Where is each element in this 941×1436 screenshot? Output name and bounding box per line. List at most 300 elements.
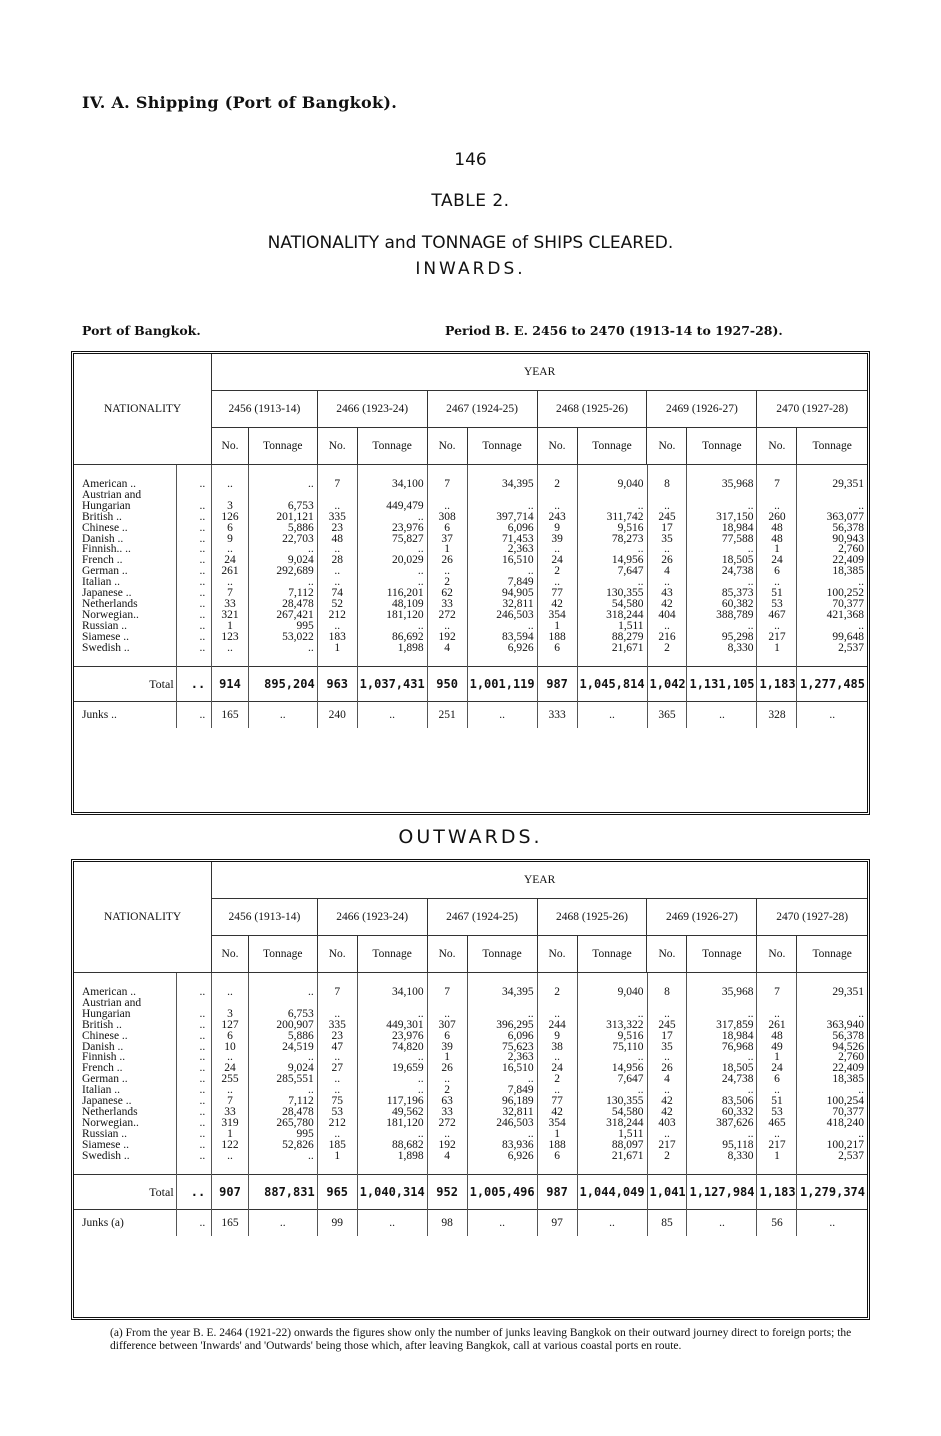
nationality-cell: Austrian and [74, 998, 176, 1009]
period-header: 2468 (1925-26) [537, 899, 647, 936]
tonnage-cell: 95,298 [687, 632, 757, 643]
leader-dots: .. [176, 1174, 212, 1209]
tonnage-cell: .. [577, 501, 647, 512]
tonnage-cell: 363,077 [826, 510, 864, 523]
junks-label: Junks .. [74, 701, 176, 728]
tonnage-cell: 70,377 [832, 597, 864, 610]
no-header: No. [317, 428, 357, 465]
ship-count-cell: 49 [757, 1042, 797, 1053]
tonnage-cell: .. [858, 1084, 864, 1097]
total-tonnage-cell: 1,279,374 [797, 1174, 867, 1209]
ship-count-cell: 183 [317, 632, 357, 643]
section-heading: IV. A. Shipping (Port of Bangkok). [82, 93, 398, 112]
ship-count-cell: 48 [757, 523, 797, 534]
ship-count-cell: 245 [647, 512, 687, 523]
tonnage-cell: 318,244 [577, 610, 647, 621]
ship-count-cell: 212 [317, 610, 357, 621]
tonnage-cell: .. [858, 499, 864, 512]
nationality-cell: Hungarian [74, 1009, 176, 1020]
tonnage-cell: 56,378 [832, 1029, 864, 1042]
ship-count-cell: .. [212, 465, 249, 490]
ship-count-cell: 24 [537, 555, 577, 566]
leader-dots: .. [176, 534, 212, 545]
leader-dots: .. [176, 1209, 212, 1236]
period-header: 2469 (1926-27) [647, 391, 757, 428]
ship-count-cell: .. [757, 501, 797, 512]
tonnage-cell: .. [357, 621, 427, 632]
junks-count-cell: 97 [537, 1209, 577, 1236]
leader-dots: .. [176, 1107, 212, 1118]
junks-count-cell: 251 [427, 701, 467, 728]
tonnage-cell: .. [357, 1085, 427, 1096]
tonnage-cell: 54,580 [577, 1107, 647, 1118]
nationality-cell: Norwegian.. [74, 610, 176, 621]
table-row [74, 643, 867, 666]
total-tonnage-cell: 887,831 [248, 1174, 317, 1209]
tonnage-cell: 88,279 [577, 632, 647, 643]
tonnage-cell: .. [357, 577, 427, 588]
tonnage-cell: .. [577, 1085, 647, 1096]
tonnage-cell: .. [357, 1009, 427, 1020]
ship-count-cell: 2 [647, 1151, 687, 1174]
tonnage-cell: 8,330 [687, 643, 757, 666]
ship-count-cell: 1 [757, 1052, 797, 1063]
ship-count-cell: 244 [537, 1020, 577, 1031]
tonnage-cell: 8,330 [687, 1151, 757, 1174]
tonnage-cell: 388,789 [687, 610, 757, 621]
nationality-cell: Danish .. [74, 534, 176, 545]
tonnage-cell: .. [858, 576, 864, 589]
period-header: 2468 (1925-26) [537, 391, 647, 428]
tonnage-cell: 75,827 [357, 534, 427, 545]
junks-label: Junks (a) [74, 1209, 176, 1236]
junks-tonnage-cell: .. [357, 701, 427, 728]
ship-count-cell: 33 [212, 599, 249, 610]
tonnage-cell: 35,968 [687, 973, 757, 998]
tonnage-cell: 292,689 [248, 566, 317, 577]
tonnage-cell: 53,022 [248, 632, 317, 643]
no-header: No. [647, 428, 687, 465]
tonnage-cell: 24,519 [248, 1042, 317, 1053]
ship-count-cell: 243 [537, 512, 577, 523]
ship-count-cell: 4 [427, 1151, 467, 1174]
ship-count-cell: 4 [647, 566, 687, 577]
leader-dots: .. [176, 1085, 212, 1096]
tonnage-cell: .. [577, 577, 647, 588]
ship-count-cell: 24 [537, 1063, 577, 1074]
leader-dots [176, 490, 212, 501]
nationality-cell: American .. [74, 465, 176, 490]
ship-count-cell: 1 [317, 643, 357, 666]
tonnage-cell: 317,150 [687, 512, 757, 523]
tonnage-cell: 6,753 [248, 1009, 317, 1020]
tonnage-cell: 75,110 [577, 1042, 647, 1053]
total-tonnage-cell: 1,001,119 [467, 666, 537, 701]
ship-count-cell: 2 [537, 973, 577, 998]
ship-count-cell: 217 [757, 632, 797, 643]
no-header: No. [427, 936, 467, 973]
tonnage-cell: 23,976 [357, 523, 427, 534]
ship-count-cell: 27 [317, 1063, 357, 1074]
ship-count-cell: 192 [427, 1140, 467, 1151]
tonnage-cell: 200,907 [248, 1020, 317, 1031]
junks-tonnage-cell: .. [577, 1209, 647, 1236]
nationality-cell: Italian .. [74, 1085, 176, 1096]
period-header: 2456 (1913-14) [212, 899, 317, 936]
tonnage-cell [687, 998, 757, 1009]
total-count-cell: 1,183 [757, 666, 797, 701]
tonnage-cell: 78,273 [577, 534, 647, 545]
leader-dots: .. [176, 523, 212, 534]
tonnage-cell: .. [687, 1085, 757, 1096]
ship-count-cell: .. [757, 621, 797, 632]
ship-count-cell: .. [647, 1009, 687, 1020]
ship-count-cell: 28 [317, 555, 357, 566]
ship-count-cell: .. [212, 1052, 249, 1063]
no-header: No. [537, 428, 577, 465]
ship-count-cell: 354 [537, 1118, 577, 1129]
tonnage-cell [797, 998, 867, 1009]
tonnage-header: Tonnage [687, 936, 757, 973]
ship-count-cell: 37 [427, 534, 467, 545]
ship-count-cell: 4 [427, 643, 467, 666]
ship-count-cell: .. [757, 1085, 797, 1096]
ship-count-cell: 217 [757, 1140, 797, 1151]
ship-count-cell: 3 [212, 1009, 249, 1020]
tonnage-cell: 2,760 [838, 1051, 864, 1064]
tonnage-cell: 7,849 [467, 577, 537, 588]
ship-count-cell: 185 [317, 1140, 357, 1151]
tonnage-cell [797, 490, 867, 501]
leader-dots: .. [176, 577, 212, 588]
tonnage-cell: 1,511 [577, 1129, 647, 1140]
ship-count-cell: 42 [647, 1096, 687, 1107]
ship-count-cell: 7 [212, 1096, 249, 1107]
tonnage-header: Tonnage [797, 936, 867, 973]
tonnage-cell: 2,363 [467, 1052, 537, 1063]
ship-count-cell: 272 [427, 1118, 467, 1129]
ship-count-cell: 6 [427, 523, 467, 534]
year-header: YEAR [212, 354, 867, 391]
tonnage-header: Tonnage [357, 428, 427, 465]
tonnage-cell: 7,647 [577, 566, 647, 577]
tonnage-cell: 21,671 [577, 643, 647, 666]
ship-count-cell: 122 [212, 1140, 249, 1151]
ship-count-cell: .. [537, 544, 577, 555]
total-label: Total [74, 666, 176, 701]
leader-dots: .. [176, 465, 212, 490]
ship-count-cell: 77 [537, 588, 577, 599]
ship-count-cell: 26 [647, 1063, 687, 1074]
tonnage-cell: 49,562 [357, 1107, 427, 1118]
junks-row [74, 701, 867, 728]
tonnage-cell: 71,453 [467, 534, 537, 545]
ship-count-cell: 48 [757, 534, 797, 545]
ship-count-cell: 6 [757, 566, 797, 577]
tonnage-cell: 21,671 [577, 1151, 647, 1174]
tonnage-cell: 201,121 [248, 512, 317, 523]
ship-count-cell: 7 [427, 465, 467, 490]
ship-count-cell: 42 [537, 599, 577, 610]
tonnage-cell: 18,984 [687, 1031, 757, 1042]
leader-dots: .. [176, 1042, 212, 1053]
ship-count-cell: .. [647, 1052, 687, 1063]
outwards-label: OUTWARDS. [398, 826, 543, 848]
ship-count-cell: .. [317, 577, 357, 588]
tonnage-header: Tonnage [687, 428, 757, 465]
ship-count-cell: 23 [317, 523, 357, 534]
ship-count-cell: 8 [647, 465, 687, 490]
tonnage-cell: 397,714 [467, 512, 537, 523]
period-header: 2467 (1924-25) [427, 899, 537, 936]
period-header: 2467 (1924-25) [427, 391, 537, 428]
tonnage-cell: 54,580 [577, 599, 647, 610]
total-tonnage-cell: 1,044,049 [577, 1174, 647, 1209]
table-row [74, 465, 867, 490]
tonnage-cell: .. [248, 544, 317, 555]
port-label: Port of Bangkok. [82, 323, 201, 338]
tonnage-cell: 60,332 [687, 1107, 757, 1118]
ship-count-cell: 261 [212, 566, 249, 577]
ship-count-cell: .. [427, 566, 467, 577]
ship-count-cell: 261 [757, 1020, 797, 1031]
tonnage-cell: .. [858, 1007, 864, 1020]
total-tonnage-cell: 895,204 [248, 666, 317, 701]
tonnage-cell: 6,753 [248, 501, 317, 512]
tonnage-cell: 5,886 [248, 1031, 317, 1042]
ship-count-cell: 38 [537, 1042, 577, 1053]
tonnage-cell: 94,905 [467, 588, 537, 599]
tonnage-cell: 2,537 [838, 641, 864, 654]
tonnage-cell: 34,395 [467, 465, 537, 490]
tonnage-cell: .. [248, 1085, 317, 1096]
tonnage-cell: 7,112 [248, 588, 317, 599]
nationality-cell: Chinese .. [74, 523, 176, 534]
ship-count-cell: 335 [317, 1020, 357, 1031]
leader-dots: .. [176, 588, 212, 599]
total-count-cell: 907 [212, 1174, 249, 1209]
tonnage-cell: 130,355 [577, 588, 647, 599]
ship-count-cell: .. [212, 544, 249, 555]
tonnage-cell: 6,926 [467, 1151, 537, 1174]
ship-count-cell: 39 [537, 534, 577, 545]
no-header: No. [427, 428, 467, 465]
tonnage-cell: 7,112 [248, 1096, 317, 1107]
tonnage-cell: .. [467, 1009, 537, 1020]
ship-count-cell: 77 [537, 1096, 577, 1107]
tonnage-cell: 995 [248, 1129, 317, 1140]
ship-count-cell: 24 [757, 555, 797, 566]
ship-count-cell: 53 [757, 599, 797, 610]
total-count-cell: 950 [427, 666, 467, 701]
ship-count-cell: .. [317, 621, 357, 632]
tonnage-cell [357, 998, 427, 1009]
ship-count-cell: .. [427, 1129, 467, 1140]
tonnage-cell: 313,322 [577, 1020, 647, 1031]
tonnage-cell: 56,378 [832, 521, 864, 534]
ship-count-cell: 4 [647, 1074, 687, 1085]
nationality-cell: Austrian and [74, 490, 176, 501]
ship-count-cell: 51 [757, 1096, 797, 1107]
ship-count-cell: 63 [427, 1096, 467, 1107]
tonnage-cell: 995 [248, 621, 317, 632]
table-row [74, 632, 867, 643]
ship-count-cell: .. [757, 1129, 797, 1140]
tonnage-cell: 317,859 [687, 1020, 757, 1031]
ship-count-cell: 188 [537, 632, 577, 643]
tonnage-cell: 24,738 [687, 1074, 757, 1085]
nationality-cell: Swedish .. [74, 1151, 176, 1174]
table-row [74, 523, 867, 534]
tonnage-cell: 75,623 [467, 1042, 537, 1053]
junks-count-cell: 165 [212, 701, 249, 728]
ship-count-cell: 74 [317, 588, 357, 599]
ship-count-cell: 24 [212, 1063, 249, 1074]
tonnage-header: Tonnage [248, 428, 317, 465]
junks-count-cell: 99 [317, 1209, 357, 1236]
ship-count-cell: 127 [212, 1020, 249, 1031]
tonnage-cell: 16,510 [467, 1063, 537, 1074]
junks-count-cell: 240 [317, 701, 357, 728]
ship-count-cell: .. [647, 501, 687, 512]
tonnage-cell: 22,703 [248, 534, 317, 545]
tonnage-cell: 246,503 [467, 610, 537, 621]
ship-count-cell: .. [427, 1009, 467, 1020]
total-count-cell: 952 [427, 1174, 467, 1209]
ship-count-cell: .. [317, 544, 357, 555]
tonnage-cell: .. [687, 544, 757, 555]
junks-count-cell: 98 [427, 1209, 467, 1236]
leader-dots: .. [176, 1151, 212, 1174]
ship-count-cell: .. [212, 577, 249, 588]
ship-count-cell: 43 [647, 588, 687, 599]
ship-count-cell: 192 [427, 632, 467, 643]
ship-count-cell: .. [317, 1085, 357, 1096]
tonnage-cell: 7,849 [467, 1085, 537, 1096]
tonnage-cell: .. [357, 512, 427, 523]
nationality-cell: Finnish.. .. [74, 544, 176, 555]
tonnage-header: Tonnage [797, 428, 867, 465]
tonnage-cell: 130,355 [577, 1096, 647, 1107]
tonnage-cell: .. [357, 544, 427, 555]
leader-dots: .. [176, 1074, 212, 1085]
year-header: YEAR [212, 862, 867, 899]
ship-count-cell: 1 [427, 544, 467, 555]
tonnage-cell: 1,898 [357, 1151, 427, 1174]
tonnage-cell: 2,760 [838, 543, 864, 556]
ship-count-cell: 260 [757, 512, 797, 523]
tonnage-cell: .. [687, 1009, 757, 1020]
ship-count-cell: 467 [757, 610, 797, 621]
tonnage-cell: 28,478 [248, 599, 317, 610]
ship-count-cell: 7 [317, 973, 357, 998]
total-count-cell: 1,183 [757, 1174, 797, 1209]
tonnage-cell: .. [687, 621, 757, 632]
leader-dots: .. [176, 501, 212, 512]
ship-count-cell: 404 [647, 610, 687, 621]
ship-count-cell: 48 [757, 1031, 797, 1042]
total-tonnage-cell: 1,005,496 [467, 1174, 537, 1209]
junks-row [74, 1209, 867, 1236]
tonnage-cell: .. [467, 501, 537, 512]
tonnage-cell: .. [687, 577, 757, 588]
ship-count-cell: 335 [317, 512, 357, 523]
ship-count-cell: 26 [427, 555, 467, 566]
ship-count-cell: 42 [537, 1107, 577, 1118]
ship-count-cell: 33 [212, 1107, 249, 1118]
ship-count-cell: 75 [317, 1096, 357, 1107]
total-label: Total [74, 1174, 176, 1209]
period-header: 2470 (1927-28) [757, 391, 867, 428]
table-row [74, 1151, 867, 1174]
nationality-cell: French .. [74, 1063, 176, 1074]
ship-count-cell: 52 [317, 599, 357, 610]
tonnage-cell: 18,385 [832, 1073, 864, 1086]
ship-count-cell: 255 [212, 1074, 249, 1085]
tonnage-cell [577, 998, 647, 1009]
no-header: No. [757, 936, 797, 973]
nationality-cell: Japanese .. [74, 588, 176, 599]
ship-count-cell: 7 [757, 465, 797, 490]
tonnage-cell: .. [687, 1129, 757, 1140]
total-tonnage-cell: 1,045,814 [577, 666, 647, 701]
nationality-cell: Russian .. [74, 1129, 176, 1140]
tonnage-cell: 246,503 [467, 1118, 537, 1129]
total-tonnage-cell: 1,040,314 [357, 1174, 427, 1209]
total-count-cell: 987 [537, 1174, 577, 1209]
junks-tonnage-cell: .. [248, 1209, 317, 1236]
ship-count-cell: 2 [537, 1074, 577, 1085]
nationality-cell: Siamese .. [74, 1140, 176, 1151]
inwards-label: INWARDS. [415, 259, 526, 279]
tonnage-cell: 22,409 [832, 1062, 864, 1075]
tonnage-cell: 76,968 [687, 1042, 757, 1053]
junks-count-cell: 56 [757, 1209, 797, 1236]
ship-count-cell: 308 [427, 512, 467, 523]
leader-dots: .. [176, 1118, 212, 1129]
ship-count-cell: 6 [427, 1031, 467, 1042]
ship-count-cell: 9 [212, 534, 249, 545]
ship-count-cell: .. [317, 1074, 357, 1085]
total-count-cell: 1,042 [647, 666, 687, 701]
total-tonnage-cell: 1,037,431 [357, 666, 427, 701]
ship-count-cell: 35 [647, 534, 687, 545]
outwards-table [71, 859, 870, 1320]
tonnage-cell: 6,096 [467, 523, 537, 534]
total-row [74, 666, 867, 701]
tonnage-cell: .. [357, 1074, 427, 1085]
ship-count-cell: .. [317, 1052, 357, 1063]
tonnage-cell: .. [858, 1127, 864, 1140]
nationality-cell: British .. [74, 512, 176, 523]
nationality-header: NATIONALITY [74, 354, 212, 465]
leader-dots: .. [176, 973, 212, 998]
leader-dots: .. [176, 1063, 212, 1074]
ship-count-cell: .. [647, 621, 687, 632]
tonnage-cell: .. [858, 619, 864, 632]
tonnage-cell: 5,886 [248, 523, 317, 534]
tonnage-cell: 52,826 [248, 1140, 317, 1151]
nationality-cell: Hungarian [74, 501, 176, 512]
nationality-cell: French .. [74, 555, 176, 566]
ship-count-cell: 6 [212, 523, 249, 534]
leader-dots: .. [176, 666, 212, 701]
tonnage-cell: .. [577, 1052, 647, 1063]
inwards-table [71, 351, 870, 815]
ship-count-cell: 465 [757, 1118, 797, 1129]
leader-dots: .. [176, 1096, 212, 1107]
tonnage-cell: 6,096 [467, 1031, 537, 1042]
